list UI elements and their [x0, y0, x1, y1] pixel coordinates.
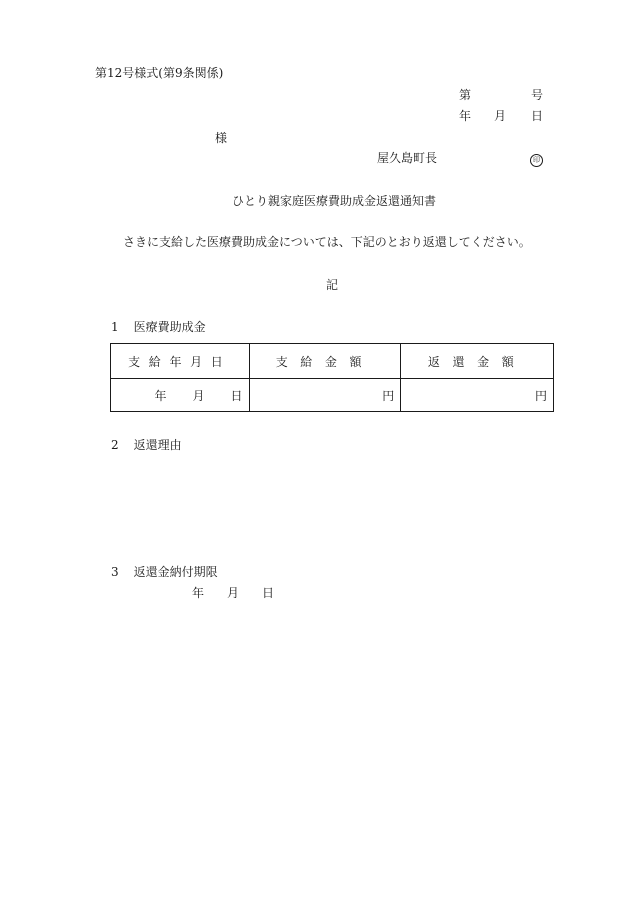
issuer-name: 屋久島町長 [377, 151, 438, 165]
issue-date-month: 月 [494, 109, 507, 123]
deadline-date-month: 月 [227, 586, 240, 600]
supply-amount-unit: 円 [382, 388, 395, 403]
return-amount-cell [401, 379, 554, 412]
section3-number: 3 [111, 565, 119, 579]
section2-heading [111, 439, 182, 451]
return-amount-unit: 円 [534, 388, 547, 403]
section1-label: 医療費助成金 [133, 320, 206, 334]
reference-number-suffix: 号 [531, 88, 544, 102]
header-supply-date: 支給年月日 [111, 344, 250, 379]
section2-label: 返還理由 [133, 438, 182, 452]
document-title: ひとり親家庭医療費助成金返還通知書 [232, 194, 437, 208]
table-header-row [111, 344, 554, 379]
reference-number-prefix: 第 [459, 88, 472, 102]
deadline-date-day: 日 [262, 586, 275, 600]
deadline-date-year: 年 [192, 586, 205, 600]
supply-date-day: 日 [230, 388, 243, 403]
amounts-table [110, 343, 554, 412]
seal-mark [530, 152, 543, 167]
supply-date-month: 月 [192, 388, 205, 403]
section1-heading [111, 321, 206, 333]
body-text: さきに支給した医療費助成金については、下記のとおり返還してください。 [123, 235, 531, 249]
supply-amount-cell [249, 379, 401, 412]
header-return-amount: 返還金額 [401, 344, 554, 379]
supply-date-cell [111, 379, 250, 412]
section2-number: 2 [111, 438, 119, 452]
issue-date-day: 日 [531, 109, 544, 123]
seal-icon: 印 [530, 154, 543, 167]
header-supply-amount: 支給金額 [249, 344, 401, 379]
ki-heading: 記 [326, 278, 339, 292]
issue-date-year: 年 [459, 109, 472, 123]
supply-date-year: 年 [154, 388, 167, 403]
recipient-suffix: 様 [215, 131, 228, 145]
section3-label: 返還金納付期限 [133, 565, 218, 579]
form-label: 第12号様式(第9条関係) [95, 66, 224, 80]
section1-number: 1 [111, 320, 119, 334]
table-row [111, 379, 554, 412]
section3-heading [111, 566, 218, 578]
